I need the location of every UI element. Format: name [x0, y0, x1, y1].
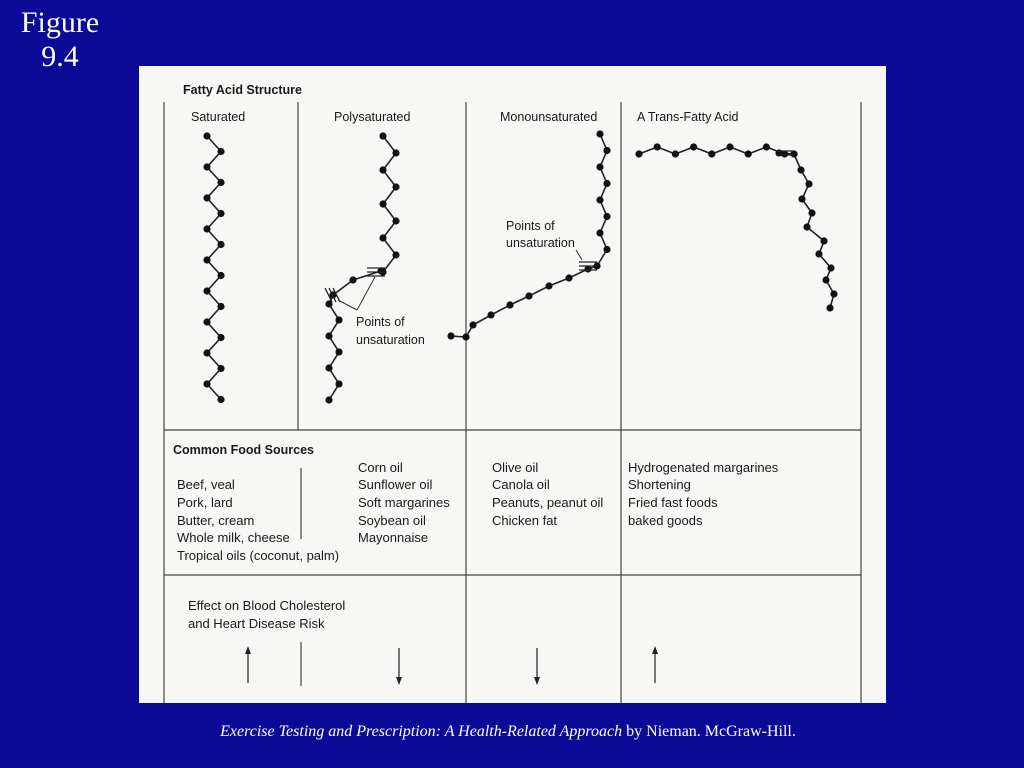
citation	[0, 723, 1016, 741]
food-sources-title: Common Food Sources	[173, 443, 314, 457]
carbon-atom	[826, 304, 833, 311]
carbon-atom	[217, 148, 224, 155]
food-item: Fried fast foods	[628, 495, 718, 510]
food-item: Chicken fat	[492, 513, 558, 528]
double-bond-poly-lower	[325, 288, 340, 302]
carbon-atom	[335, 348, 342, 355]
carbon-atom	[596, 163, 603, 170]
carbon-atom	[203, 380, 210, 387]
effect-arrow-up	[652, 646, 658, 683]
annotation-pointers	[338, 250, 582, 310]
carbon-atom	[822, 276, 829, 283]
effect-label-line1: Effect on Blood Cholesterol	[188, 598, 346, 613]
double-bonds	[325, 151, 795, 302]
foods-saturated	[177, 477, 339, 563]
carbon-atom	[803, 223, 810, 230]
food-item: Whole milk, cheese	[177, 530, 290, 545]
carbon-atom	[217, 210, 224, 217]
carbon-atom	[325, 364, 332, 371]
mono-annotation-line2: unsaturation	[506, 236, 575, 250]
fatty-acid-figure	[139, 66, 886, 703]
bond-line	[207, 136, 221, 400]
carbon-atom	[325, 396, 332, 403]
pointer-poly-lower	[338, 300, 357, 310]
carbon-atom	[217, 334, 224, 341]
food-item: Beef, veal	[177, 477, 235, 492]
carbon-atom	[815, 250, 822, 257]
fatty-acid-diagram	[139, 66, 886, 703]
carbon-atom	[798, 195, 805, 202]
carbon-atom	[203, 225, 210, 232]
food-item: Sunflower oil	[358, 477, 433, 492]
food-item: Butter, cream	[177, 513, 255, 528]
effect-arrow-down	[396, 648, 402, 685]
food-item: Shortening	[628, 477, 691, 492]
carbon-atom	[690, 143, 697, 150]
foods-trans	[628, 460, 779, 528]
carbon-atom	[603, 213, 610, 220]
carbon-atom	[820, 237, 827, 244]
food-item: Canola oil	[492, 477, 550, 492]
food-item: Corn oil	[358, 460, 403, 475]
carbon-atom	[379, 200, 386, 207]
carbon-atom	[203, 256, 210, 263]
column-monounsaturated: Monounsaturated	[500, 110, 598, 124]
carbon-atom	[392, 183, 399, 190]
column-saturated: Saturated	[191, 110, 246, 124]
carbon-atom	[596, 196, 603, 203]
carbon-atom	[745, 150, 752, 157]
carbon-atom	[349, 276, 356, 283]
carbon-atom	[203, 287, 210, 294]
carbon-atom	[379, 132, 386, 139]
carbon-atom	[203, 163, 210, 170]
citation-author: by Nieman. McGraw-Hill.	[622, 723, 796, 740]
carbon-atom	[392, 149, 399, 156]
column-trans-fatty-acid: A Trans-Fatty Acid	[637, 110, 739, 124]
carbon-atom	[635, 150, 642, 157]
carbon-atom	[797, 166, 804, 173]
carbon-atom	[654, 143, 661, 150]
carbon-atom	[217, 365, 224, 372]
carbon-atom	[726, 143, 733, 150]
carbon-atom	[335, 316, 342, 323]
chain-polyunsaturated	[325, 132, 399, 403]
carbon-atom	[827, 264, 834, 271]
food-item: Pork, lard	[177, 495, 233, 510]
arrow-head	[534, 677, 540, 685]
food-item: baked goods	[628, 513, 703, 528]
carbon-atom	[565, 274, 572, 281]
poly-annotation-line2: unsaturation	[356, 333, 425, 347]
carbon-atom	[462, 333, 469, 340]
food-item: Peanuts, peanut oil	[492, 495, 604, 510]
carbon-atom	[325, 332, 332, 339]
chain-saturated	[203, 132, 224, 403]
structure-title: Fatty Acid Structure	[183, 83, 303, 97]
chain-trans-fatty-acid	[635, 143, 837, 311]
carbon-atom	[708, 150, 715, 157]
column-polyunsaturated: Polysaturated	[334, 110, 411, 124]
food-item: Soybean oil	[358, 513, 426, 528]
arrow-head	[245, 646, 251, 654]
carbon-atom	[392, 217, 399, 224]
carbon-atom	[805, 180, 812, 187]
carbon-atom	[808, 209, 815, 216]
carbon-atom	[379, 234, 386, 241]
pointer-mono	[576, 250, 582, 260]
carbon-atom	[596, 229, 603, 236]
carbon-atom	[203, 194, 210, 201]
carbon-atom	[335, 380, 342, 387]
carbon-atom	[506, 301, 513, 308]
carbon-atom	[379, 166, 386, 173]
carbon-atom	[603, 147, 610, 154]
carbon-atom	[525, 292, 532, 299]
effect-label-line2: and Heart Disease Risk	[188, 616, 325, 631]
carbon-atom	[217, 179, 224, 186]
carbon-atom	[203, 132, 210, 139]
carbon-atom	[469, 321, 476, 328]
bond-line	[329, 136, 396, 400]
food-item: Olive oil	[492, 460, 539, 475]
poly-annotation-line1: Points of	[356, 315, 405, 329]
effect-arrows	[245, 646, 658, 685]
carbon-atom	[217, 241, 224, 248]
figure-number: 9.4	[41, 40, 79, 73]
carbon-atom	[217, 396, 224, 403]
carbon-atom	[217, 272, 224, 279]
effect-arrow-up	[245, 646, 251, 683]
food-item: Hydrogenated margarines	[628, 460, 779, 475]
carbon-atom	[545, 282, 552, 289]
arrow-head	[396, 677, 402, 685]
carbon-atom	[447, 332, 454, 339]
carbon-atom	[603, 180, 610, 187]
carbon-atom	[830, 290, 837, 297]
food-item: Mayonnaise	[358, 530, 429, 545]
carbon-atom	[203, 318, 210, 325]
citation-title: Exercise Testing and Prescription: A Health-Related Approach	[220, 723, 623, 740]
food-item: Tropical oils (coconut, palm)	[177, 548, 340, 563]
carbon-atom	[603, 246, 610, 253]
carbon-atom	[672, 150, 679, 157]
effect-arrow-down	[534, 648, 540, 685]
foods-polyunsaturated	[358, 460, 450, 545]
carbon-atom	[203, 349, 210, 356]
figure-label-line1: Figure	[20, 6, 100, 39]
mono-annotation-line1: Points of	[506, 219, 555, 233]
arrow-head	[652, 646, 658, 654]
carbon-atom	[217, 303, 224, 310]
carbon-atom	[763, 143, 770, 150]
foods-monounsaturated	[492, 460, 603, 528]
food-item: Soft margarines	[358, 495, 450, 510]
pointer-poly-upper	[357, 277, 375, 310]
carbon-atom	[596, 130, 603, 137]
carbon-atom	[487, 311, 494, 318]
carbon-atom	[392, 251, 399, 258]
figure-label	[8, 6, 112, 74]
